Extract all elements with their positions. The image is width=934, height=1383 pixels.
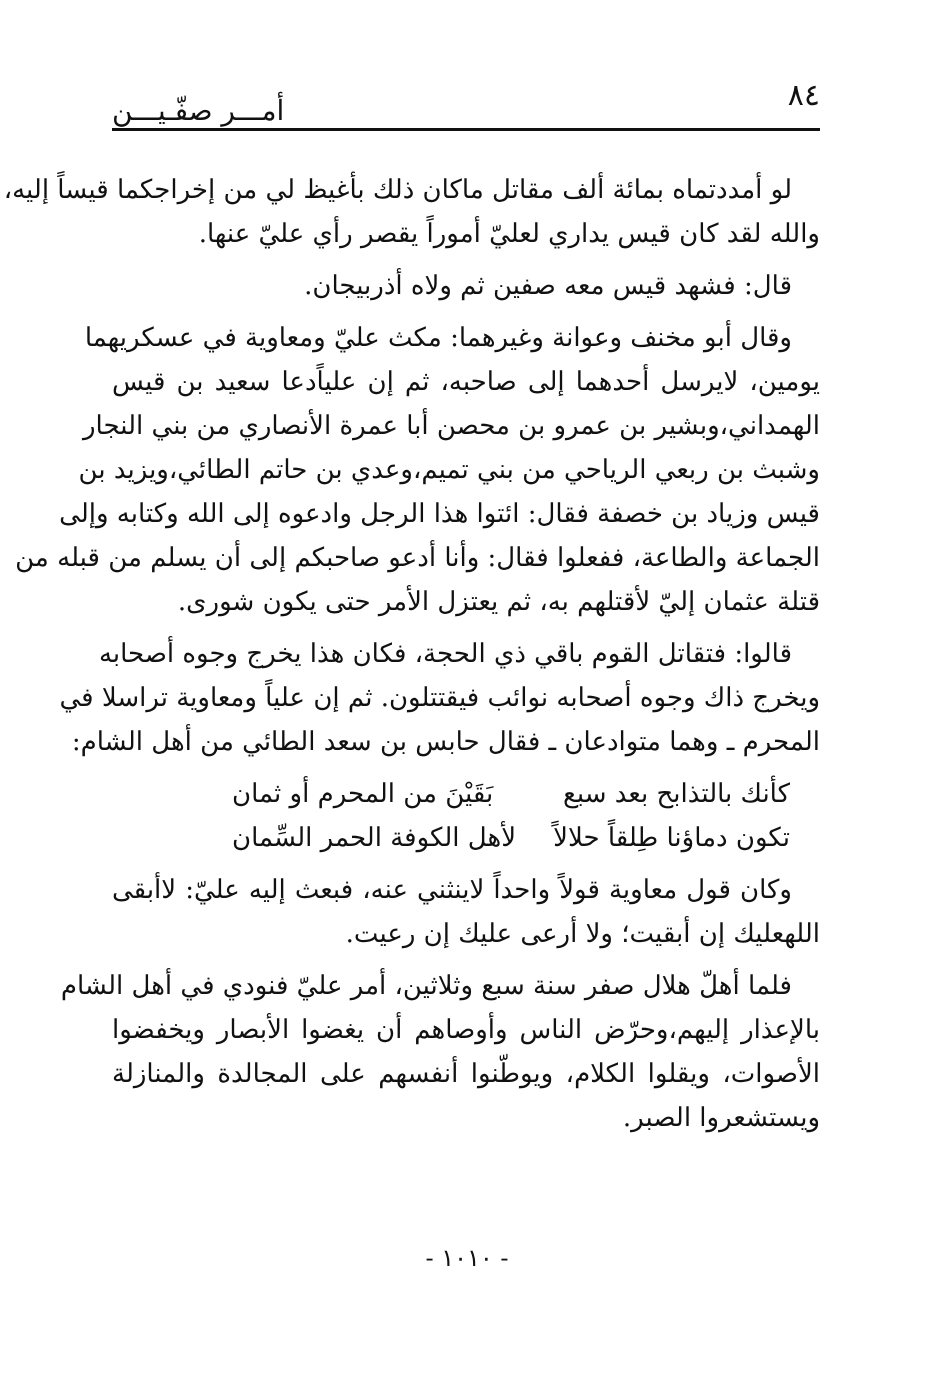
text-line: قال: فشهد قيس معه صفين ثم ولاه أذربيجان.	[304, 271, 792, 301]
text-line: الهمداني،وبشير بن عمرو بن محصن أبا عمرة الأنصاري من بني النجار	[83, 411, 820, 441]
paragraph-gap	[112, 764, 820, 772]
text-line: الأصوات، ويقلوا الكلام، ويوطّنوا أنفسهم على المجالدة والمنازلة	[112, 1059, 820, 1089]
running-title: أمـــر صفّـيـــن	[112, 94, 285, 127]
paragraph-gap	[112, 956, 820, 964]
paragraph-gap	[112, 1140, 820, 1148]
text-line: ويخرج ذاك وجوه أصحابه نوائب فيقتتلون. ثم إن علياً ومعاوية تراسلا في	[59, 683, 820, 713]
paragraph-gap	[112, 860, 820, 868]
text-line: بالإعذار إليهم،وحرّض الناس وأوصاهم أن يغضوا الأبصار ويخفضوا	[112, 1015, 820, 1045]
text-line: وشبث بن ربعي الرياحي من بني تميم،وعدي بن حاتم الطائي،ويزيد بن	[78, 455, 820, 485]
paragraph-gap	[112, 624, 820, 632]
paragraph	[60, 964, 820, 1140]
text-line: فلما أهلّ هلال صفر سنة سبع وثلاثين، أمر عليّ فنودي في أهل الشام	[60, 971, 792, 1001]
paragraph	[3, 168, 820, 256]
text-line: والله لقد كان قيس يداري لعليّ أموراً يقصر رأي عليّ عنها.	[198, 219, 820, 249]
text-line: الجماعة والطاعة، ففعلوا فقال: وأنا أدعو صاحبكم إلى أن يسلم من قبله من	[15, 543, 820, 573]
page-header	[112, 78, 820, 128]
text-line: يومين، لايرسل أحدهما إلى صاحبه، ثم إن علياًدعا سعيد بن قيس	[112, 367, 820, 397]
header-rule	[112, 128, 820, 131]
text-line: وكان قول معاوية قولاً واحداً لاينثني عنه، فبعث إليه عليّ: لاأبقى	[112, 875, 792, 905]
poem-block	[112, 772, 820, 860]
paragraph	[112, 868, 820, 956]
text-line: وقال أبو مخنف وعوانة وغيرهما: مكث عليّ ومعاوية في عسكريهما	[84, 323, 792, 353]
text-line: ويستشعروا الصبر.	[622, 1103, 820, 1133]
text-line: لو أمددتماه بمائة ألف مقاتل ماكان ذلك بأغيظ لي من إخراجكما قيساً إليه،	[3, 175, 792, 205]
page-footer-number: - ١٠١٠ -	[425, 1244, 509, 1272]
text-line: قيس وزياد بن خصفة فقال: ائتوا هذا الرجل وادعوه إلى الله وكتابه وإلى	[59, 499, 820, 529]
paragraph	[15, 316, 820, 624]
verse-first-hemistich: تكون دماؤنا طِلقاً حلالاً	[553, 823, 790, 853]
paragraph-gap	[112, 308, 820, 316]
page-number: ٨٤	[787, 78, 820, 113]
paragraph	[59, 632, 820, 764]
verse-second-hemistich: لأهل الكوفة الحمر السِّمان	[232, 823, 517, 853]
verse-first-hemistich: كأنك بالتذابح بعد سبع	[563, 779, 790, 809]
text-line: المحرم ـ وهما متوادعان ـ فقال حابس بن سعد الطائي من أهل الشام:	[71, 727, 820, 757]
paragraph	[112, 264, 820, 308]
text-line: قالوا: فتقاتل القوم باقي ذي الحجة، فكان هذا يخرج وجوه أصحابه	[98, 639, 792, 669]
paragraph-gap	[112, 256, 820, 264]
text-line: قتلة عثمان إليّ لأقتلهم به، ثم يعتزل الأمر حتى يكون شورى.	[177, 587, 820, 617]
text-line: اللهعليك إن أبقيت؛ ولا أرعى عليك إن رعيت.	[345, 919, 820, 949]
verse-second-hemistich: بَقَيْنَ من المحرم أو ثمان	[232, 779, 494, 809]
verse-line	[112, 816, 820, 860]
verse-line	[112, 772, 820, 816]
body-text	[3, 168, 820, 1148]
